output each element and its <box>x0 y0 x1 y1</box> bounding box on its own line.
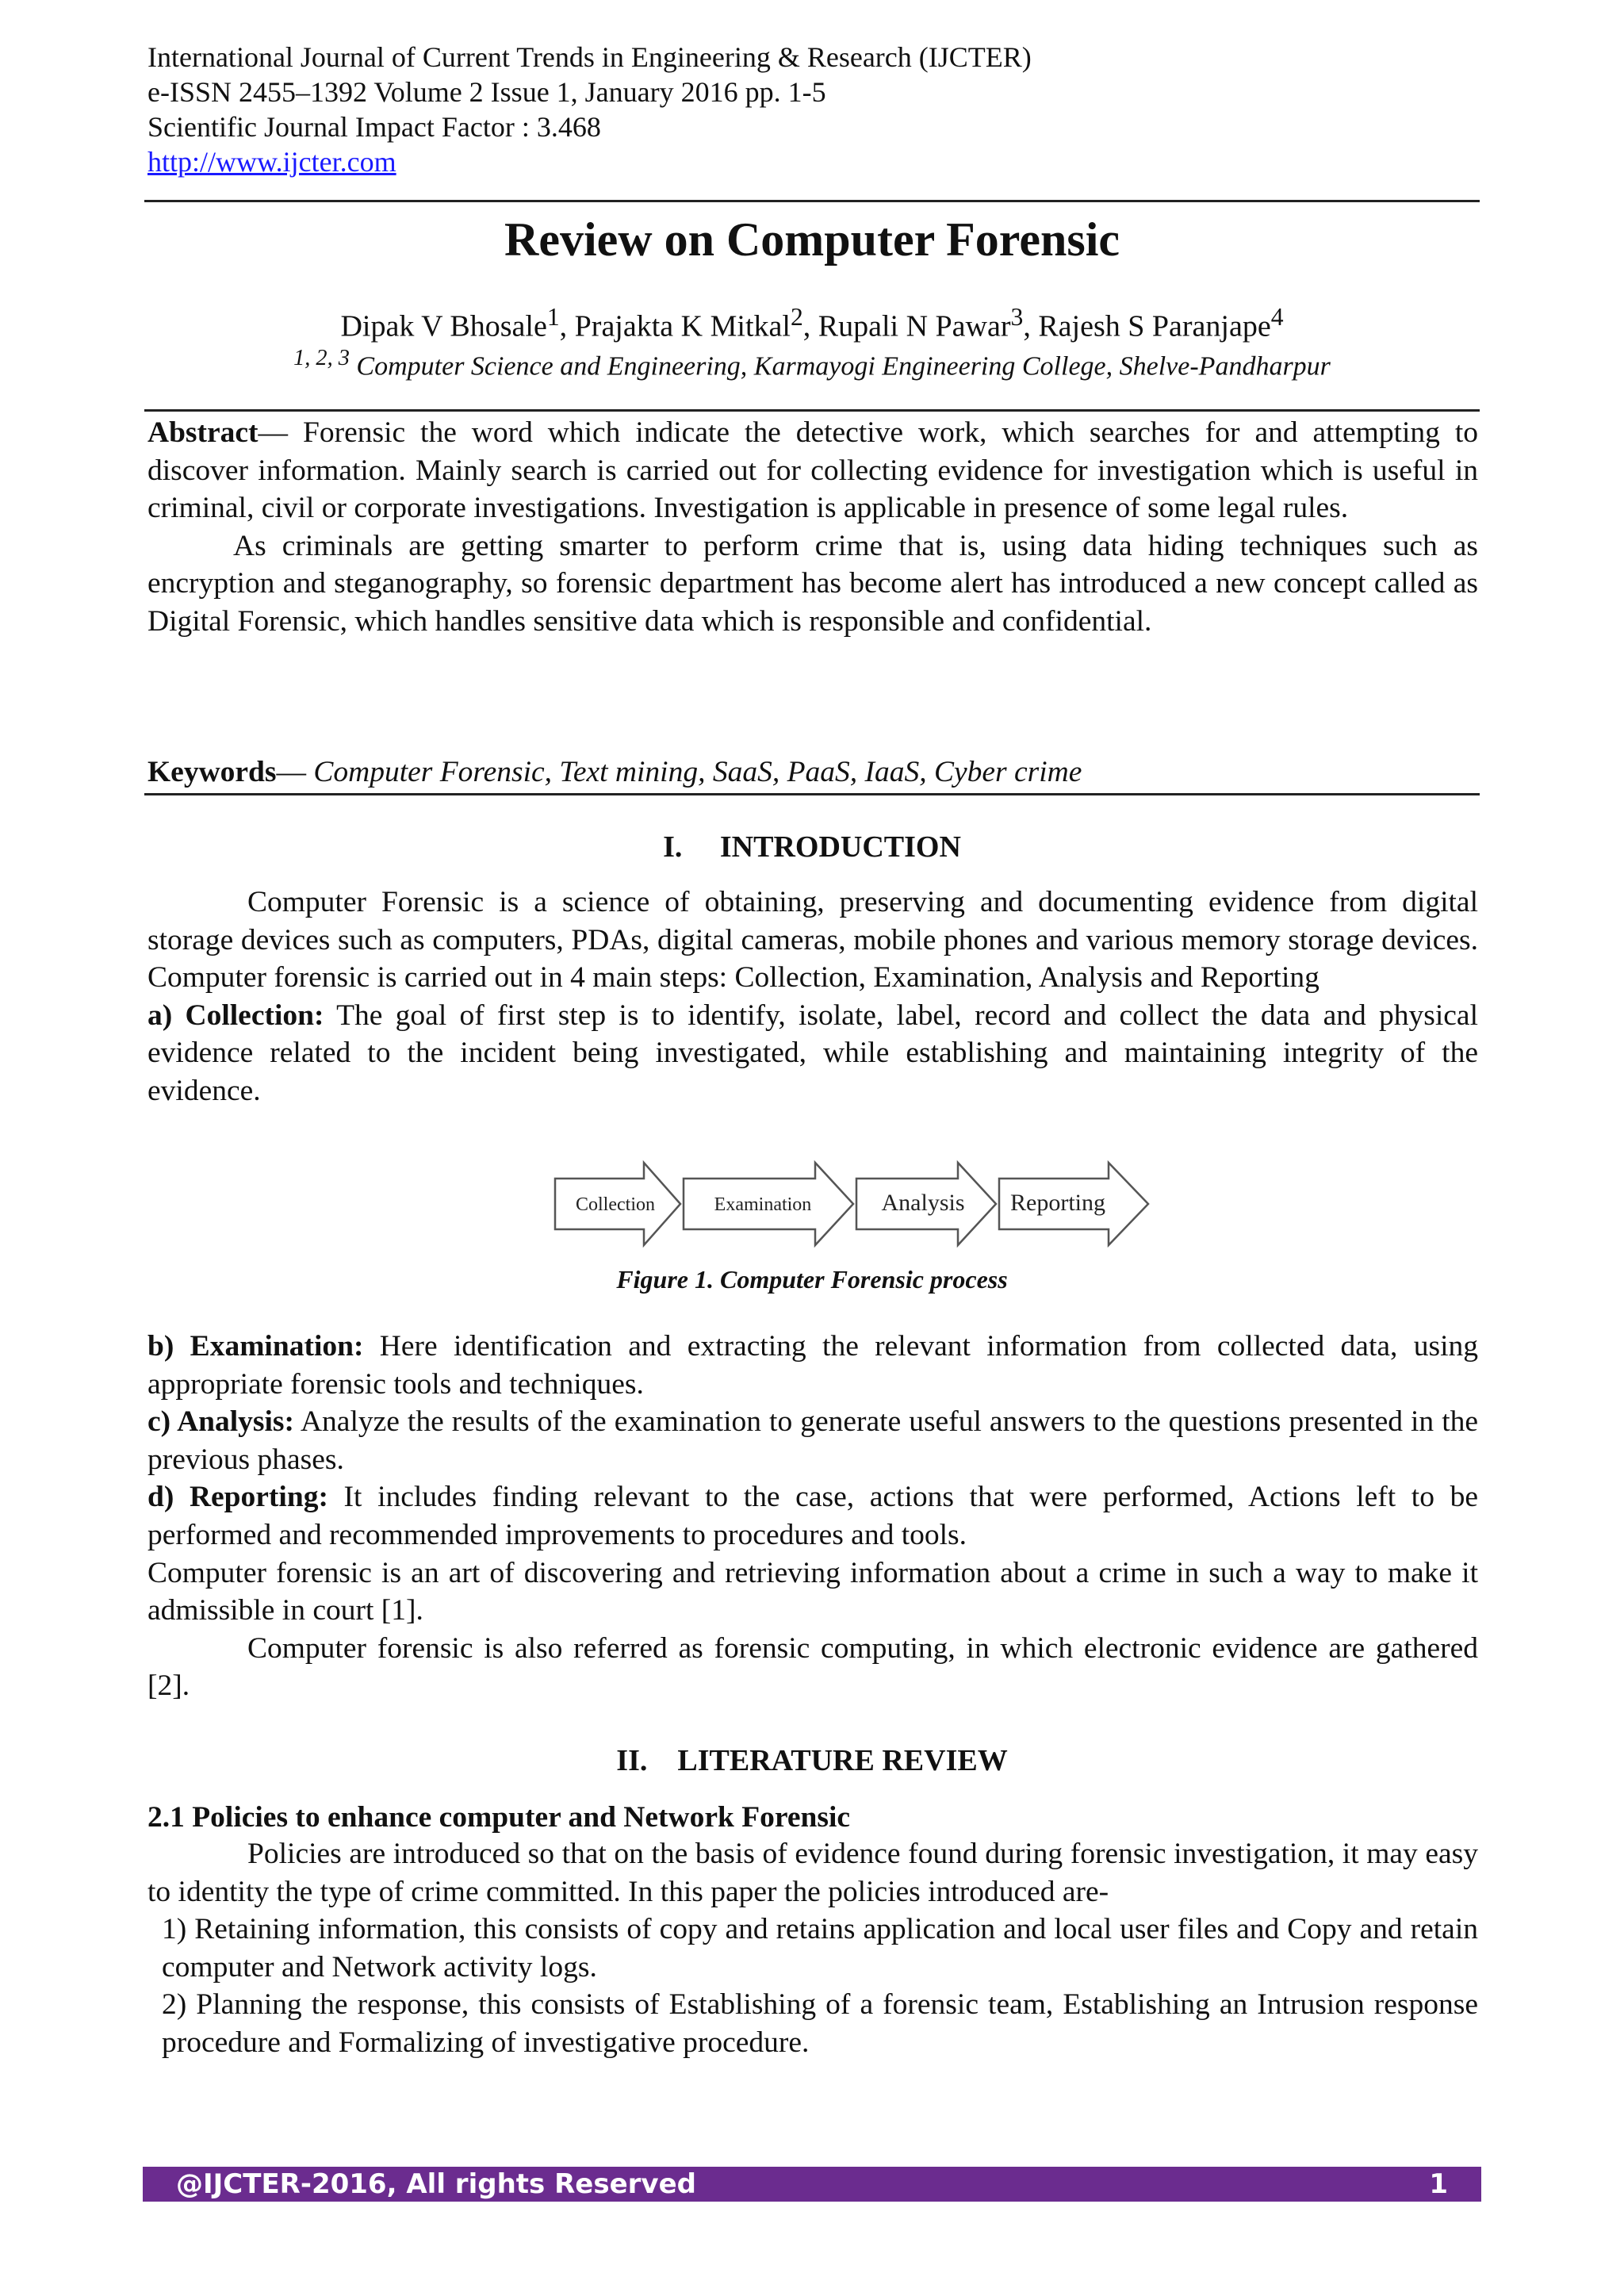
author-name: Rajesh S Paranjape <box>1038 309 1271 343</box>
paper-title: Review on Computer Forensic <box>504 213 1120 266</box>
intro-body <box>147 884 1478 1110</box>
process-arrow-collection <box>555 1163 680 1245</box>
collection-label: a) Collection: <box>147 999 324 1032</box>
collection-text: The goal of first step is to identify, isolate, label, record and collect the data and physical evidence related to the incident being investigated, while establishing and maintaining integrity of the evidence. <box>147 999 1478 1107</box>
keywords-bottom-rule <box>144 793 1480 795</box>
step-examination-label: Examination <box>714 1194 812 1215</box>
author-sup: 1 <box>546 303 560 331</box>
intro-analysis <box>147 1403 1478 1478</box>
affiliation-text: Computer Science and Engineering, Karmayogi Engineering College, Shelve-Pandharpur <box>349 351 1331 381</box>
journal-url-link[interactable]: http://www.ijcter.com <box>147 146 396 178</box>
abstract-label: Abstract <box>147 416 259 449</box>
author-sup: 2 <box>790 303 803 331</box>
page-footer <box>143 2167 1481 2202</box>
author-sep: , <box>802 309 818 343</box>
step-analysis-label: Analysis <box>881 1190 965 1216</box>
process-arrow-reporting <box>999 1163 1148 1245</box>
header-rule <box>144 200 1480 202</box>
keywords-text: Computer Forensic, Text mining, SaaS, PaaS, IaaS, Cyber crime <box>313 756 1082 788</box>
intro-heading: I. INTRODUCTION <box>663 830 961 864</box>
journal-impact: Scientific Journal Impact Factor : 3.468 <box>147 111 601 143</box>
analysis-text: Analyze the results of the examination to generate useful answers to the questions presented in the previous phases. <box>147 1405 1479 1476</box>
step-collection-label: Collection <box>576 1194 655 1215</box>
author-sep: , <box>559 309 575 343</box>
author-sep: , <box>1023 309 1039 343</box>
analysis-label: c) Analysis: <box>147 1405 295 1439</box>
intro-p1: Computer Forensic is a science of obtaining, preserving and documenting evidence from digital storage devices such as computers, PDAs, digital cameras, mobile phones and various memory storage devices. Computer forensic is carried out in 4 main steps: Collection, Examination, Analysis and Reporting <box>147 886 1478 995</box>
author-name: Prajakta K Mitkal <box>574 309 791 343</box>
intro-p2: Computer forensic is an art of discovering and retrieving information about a crime in such a way to make it admissible in court [1]. <box>147 1556 1478 1627</box>
literature-subheading: 2.1 Policies to enhance computer and Network Forensic <box>147 1801 851 1834</box>
journal-issn: e-ISSN 2455–1392 Volume 2 Issue 1, January 2016 pp. 1-5 <box>147 76 826 108</box>
reporting-label: d) Reporting: <box>147 1481 328 1514</box>
intro-examination <box>147 1328 1478 1403</box>
policy-item: 1) Retaining information, this consists of copy and retains application and local user files and Copy and retain computer and Network activity logs. <box>162 1913 1478 1984</box>
abstract-dash: — <box>258 416 303 449</box>
abstract <box>147 414 1478 641</box>
forensic-process-figure <box>553 1159 1150 1248</box>
abstract-p1: Forensic the word which indicate the detective work, which searches for and attempting to discover information. Mainly search is carried out for collecting evidence for investigation which is useful in criminal, civil or corporate investigations. Investigation is applicable in presence of some legal rules. <box>147 416 1479 525</box>
author-sup: 4 <box>1270 303 1284 331</box>
affiliation-sup: 1, 2, 3 <box>293 346 350 370</box>
page-number: 1 <box>1429 2168 1448 2200</box>
examination-text: Here identification and extracting the relevant information from collected data, using appropriate forensic tools and techniques. <box>147 1330 1478 1401</box>
author-name: Rupali N Pawar <box>818 309 1011 343</box>
abstract-p2: As criminals are getting smarter to perform crime that is, using data hiding techniques such as encryption and steganography, so forensic department has become alert has introduced a new concept called as Digital Forensic, which handles sensitive data which is responsible and confidential. <box>147 529 1478 638</box>
literature-p1: Policies are introduced so that on the basis of evidence found during forensic investigation, it may easy to identity the type of crime committed. In this paper the policies introduced are- <box>147 1838 1478 1908</box>
intro-p3: Computer forensic is also referred as forensic computing, in which electronic evidence are gathered [2]. <box>147 1631 1478 1703</box>
affiliation <box>144 341 1480 384</box>
step-reporting-label: Reporting <box>1010 1190 1105 1216</box>
process-arrow-analysis <box>856 1163 996 1245</box>
policy-item: 2) Planning the response, this consists of Establishing of a forensic team, Establishing an Intrusion response procedure and Formalizing of investigative procedure. <box>162 1988 1478 2059</box>
authors-line <box>144 298 1480 346</box>
journal-name: International Journal of Current Trends in Engineering & Research (IJCTER) <box>147 41 1032 73</box>
intro-body-continued <box>147 1328 1478 1705</box>
literature-heading: II. LITERATURE REVIEW <box>616 1744 1008 1777</box>
journal-header <box>147 40 1032 179</box>
keywords <box>147 753 1478 792</box>
figure-caption: Figure 1. Computer Forensic process <box>616 1265 1008 1294</box>
author-name: Dipak V Bhosale <box>340 309 547 343</box>
process-arrow-examination <box>684 1163 853 1245</box>
intro-reporting <box>147 1478 1478 1554</box>
keywords-label: Keywords <box>147 756 277 788</box>
abstract-top-rule <box>144 409 1480 412</box>
literature-body <box>147 1835 1478 2062</box>
keywords-dash: — <box>276 756 314 788</box>
examination-label: b) Examination: <box>147 1330 364 1363</box>
reporting-text: It includes finding relevant to the case, actions that were performed, Actions left to be performed and recommended improvements to procedures and tools. <box>147 1481 1478 1551</box>
intro-collection <box>147 997 1478 1110</box>
footer-copyright: @IJCTER-2016, All rights Reserved <box>176 2168 696 2200</box>
author-sup: 3 <box>1010 303 1024 331</box>
